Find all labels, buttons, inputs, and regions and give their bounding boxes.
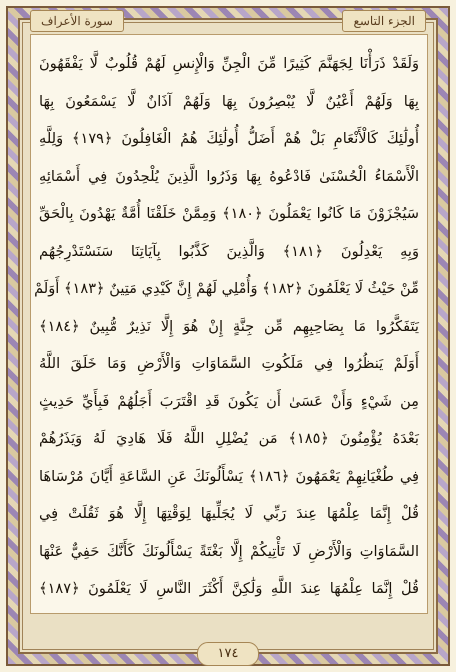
- juz-name-label: الجزء التاسع: [342, 10, 426, 32]
- verse-line: الْأَسْمَاءُ الْحُسْنَىٰ فَادْعُوهُ بِهَا وَذَرُوا الَّذِينَ يُلْحِدُونَ فِي أَسْمَائِهِ: [39, 167, 419, 185]
- verse-line: مِّنْ حَيْثُ لَا يَعْلَمُونَ ﴿١٨٢﴾ وَأُمْلِي لَهُمْ إِنَّ كَيْدِي مَتِينٌ ﴿١٨٣﴾ أَوَلَمْ: [34, 280, 419, 297]
- surah-name-label: سورة الأعراف: [30, 10, 124, 32]
- verse-line: أُولَٰئِكَ كَالْأَنْعَامِ بَلْ هُمْ أَضَلُّ أُولَٰئِكَ هُمُ الْغَافِلُونَ ﴿١٧٩﴾ وَلِلَّهِ: [39, 130, 420, 147]
- page-number: ١٧٤: [197, 642, 259, 666]
- verse-line: سَيُجْزَوْنَ مَا كَانُوا يَعْمَلُونَ ﴿١٨٠﴾ وَمِمَّنْ خَلَقْنَا أُمَّةٌ يَهْدُونَ بِالْحَقِّ: [39, 205, 419, 222]
- verse-line: يَتَفَكَّرُوا مَا بِصَاحِبِهِم مِّن جِنَّةٍ إِنْ هُوَ إِلَّا نَذِيرٌ مُّبِينٌ ﴿١٨٤﴾: [39, 317, 419, 335]
- verse-line: قُلْ إِنَّمَا عِلْمُهَا عِندَ رَبِّي لَا يُجَلِّيهَا لِوَقْتِهَا إِلَّا هُوَ ثَقُلَتْ فِي: [39, 505, 419, 522]
- verse-line: بِهَا وَلَهُمْ أَعْيُنٌ لَّا يُبْصِرُونَ بِهَا وَلَهُمْ آذَانٌ لَّا يَسْمَعُونَ بِهَا: [39, 92, 419, 110]
- verse-line: وَلَقَدْ ذَرَأْنَا لِجَهَنَّمَ كَثِيرًا مِّنَ الْجِنِّ وَالْإِنسِ لَهُمْ قُلُوبٌ لَّا يَفْقَهُونَ: [39, 55, 419, 72]
- verse-line: السَّمَاوَاتِ وَالْأَرْضِ لَا تَأْتِيكُمْ إِلَّا بَغْتَةً يَسْأَلُونَكَ كَأَنَّكَ حَفِيٌّ عَنْهَا: [39, 542, 419, 560]
- verse-line: أَوَلَمْ يَنظُرُوا فِي مَلَكُوتِ السَّمَاوَاتِ وَالْأَرْضِ وَمَا خَلَقَ اللَّهُ: [39, 355, 419, 372]
- verse-line: وَبِهِ يَعْدِلُونَ ﴿١٨١﴾ وَالَّذِينَ كَذَّبُوا بِآيَاتِنَا سَنَسْتَدْرِجُهُم: [39, 242, 419, 260]
- verse-line: قُلْ إِنَّمَا عِلْمُهَا عِندَ اللَّهِ وَلَٰكِنَّ أَكْثَرَ النَّاسِ لَا يَعْلَمُونَ ﴿١٨٧﴾: [39, 580, 419, 597]
- verse-line: مِن شَيْءٍ وَأَنْ عَسَىٰ أَن يَكُونَ قَدِ اقْتَرَبَ أَجَلُهُمْ فَبِأَيِّ حَدِيثٍ: [39, 392, 419, 410]
- verse-lines: [34, 45, 420, 607]
- quran-text-area: [30, 34, 428, 614]
- verse-line: فِي طُغْيَانِهِمْ يَعْمَهُونَ ﴿١٨٦﴾ يَسْأَلُونَكَ عَنِ السَّاعَةِ أَيَّانَ مُرْسَاهَا: [39, 467, 420, 485]
- verse-line: بَعْدَهُ يُؤْمِنُونَ ﴿١٨٥﴾ مَن يُضْلِلِ اللَّهُ فَلَا هَادِيَ لَهُ وَيَذَرُهُمْ: [39, 430, 419, 447]
